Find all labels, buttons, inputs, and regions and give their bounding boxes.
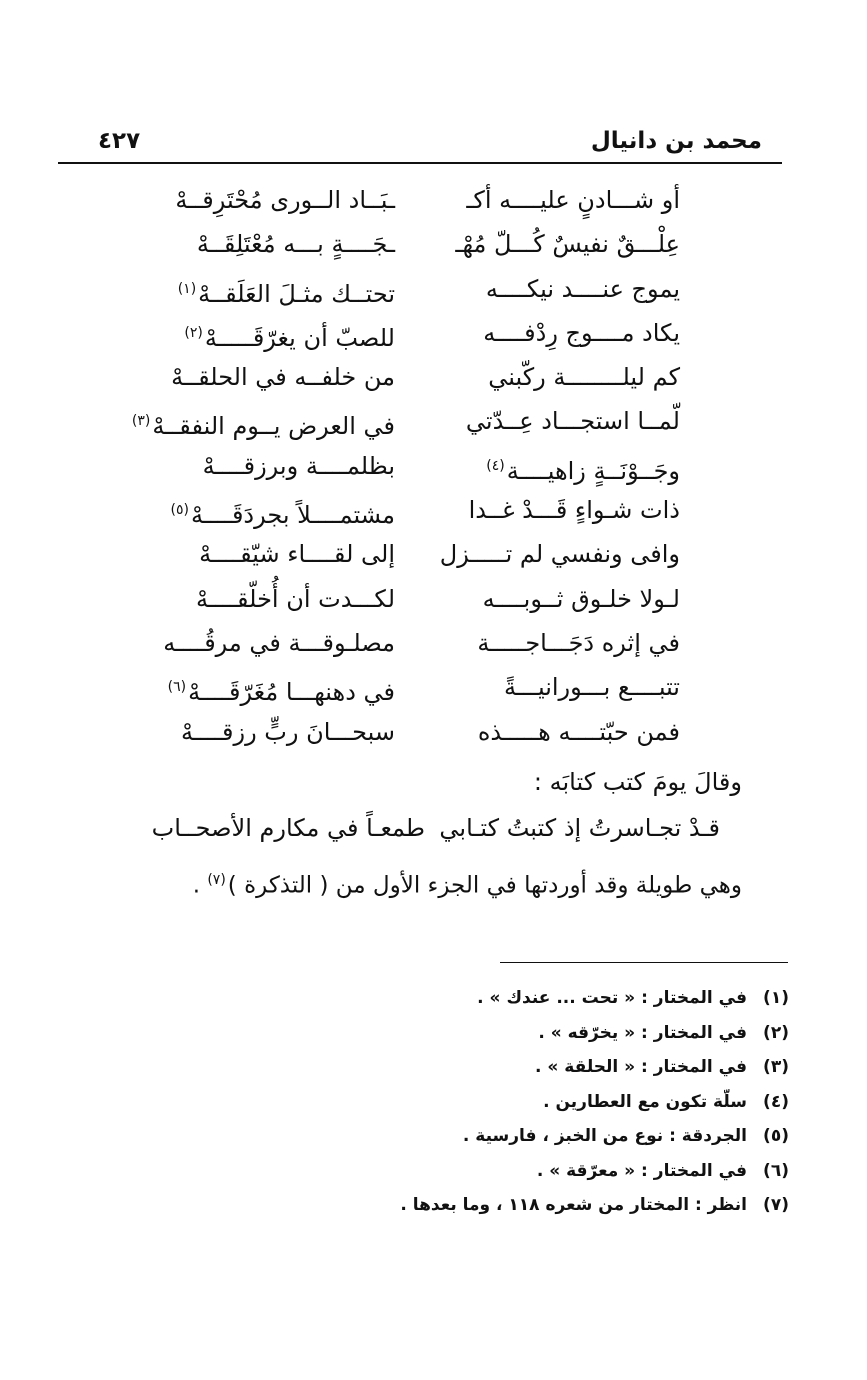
footnote-text: في المختار : « معرّقة » . <box>536 1160 747 1181</box>
verse-first-half: ذات شـواءٍ قَـــدْ غــدا <box>468 496 680 525</box>
verse-second-half <box>171 494 396 531</box>
prose-closing-text: وهي طويلة وقد أوردتها في الجزء الأول من ( التذكرة ) <box>227 872 742 899</box>
footnote-ref: (٥) <box>170 502 189 519</box>
verse-second-half: طمعـاً في مكارم الأصحــاب <box>151 814 425 842</box>
verse-first-half: تتبــــع بـــورانيـــةً <box>503 673 680 702</box>
verse-second-half-text: تحتــك مثـلَ العَلَقــهْ <box>198 279 395 308</box>
verse-second-half-text: بظلمــــة وبرزقــــهْ <box>202 451 395 480</box>
footnote-text: في المختار : « تحت ... عندك » . <box>477 988 747 1008</box>
footnote-divider <box>500 962 788 963</box>
verse <box>150 357 710 401</box>
verse-second-half-text: من خلفــه في الحلقــهْ <box>171 363 395 392</box>
verse-second-half <box>168 671 395 708</box>
verse-second-half <box>197 228 395 260</box>
footnote <box>189 1051 789 1086</box>
verse-second-half <box>203 450 395 482</box>
verse-first-half: يموج عنــــد نيكــــه <box>485 274 680 303</box>
verse-first-half: لّمــا استجـــاد عِــدّتي <box>465 407 680 436</box>
verse-second-half-text: ـجَــــةٍ بـــه مُعْتَلِقَــهْ <box>196 230 395 259</box>
footnote <box>189 1017 789 1052</box>
verse <box>150 446 710 490</box>
verse-second-half-text: لكـــدت أن أُخلّقــــهْ <box>196 584 395 613</box>
footnote-ref: (٧) <box>207 872 226 888</box>
verse-second-half <box>184 317 395 354</box>
verse <box>150 712 710 756</box>
verse-second-half-text: في دهنهـــا مُغَرّقَــــهْ <box>188 678 395 707</box>
verse-second-half <box>163 627 395 659</box>
verse-second-half-text: في العرض يــوم النفقــهْ <box>152 412 395 441</box>
running-header <box>58 122 782 164</box>
running-title: محمد بن دانيال <box>590 128 762 154</box>
footnote-number: (٦) <box>763 1160 789 1181</box>
footnote-ref: (٦) <box>167 679 187 696</box>
verse-second-half <box>196 583 395 615</box>
verse-first-half-text: وجَــوْنَــةٍ زاهيــــة <box>506 456 680 485</box>
verse-first-half: أو شـــادنٍ عليــــه أكـ <box>466 186 680 214</box>
standalone-verse <box>130 808 740 852</box>
verse-first-half: قـدْ تجـاسرتُ إذ كتبتُ كتـابي <box>439 814 720 842</box>
verse <box>150 490 710 534</box>
footnote-text: انظر : المختار من شعره ١١٨ ، وما بعدها . <box>400 1195 747 1215</box>
verse <box>150 534 710 578</box>
footnote-text: سلّة تكون مع العطارين . <box>543 1091 747 1112</box>
footnote-number: (٥) <box>763 1126 789 1146</box>
verse-second-half-text: إلى لقــــاء شيّقــــهْ <box>199 540 395 569</box>
verse-first-half: في إثره دَجَـــاجـــــة <box>477 628 680 657</box>
prose-closing-end: . <box>192 872 201 899</box>
verse-second-half-text: ـبَــاد الــورى مُحْتَرِقــهْ <box>175 186 395 214</box>
footnotes <box>189 982 789 1224</box>
footnote <box>189 982 789 1017</box>
footnote-number: (٤) <box>763 1091 789 1112</box>
verse-second-half-text: للصبّ أن يغرّقَـــــهْ <box>204 323 395 352</box>
prose-intro: وقالَ يومَ كتب كتابَه : <box>533 768 742 796</box>
footnote <box>189 1189 789 1224</box>
verse-second-half-text: سبحـــانَ ربٍّ رزقــــهْ <box>181 717 395 746</box>
verse-first-half: فمن حبّتــــه هـــــذه <box>477 717 680 746</box>
verse <box>150 180 710 224</box>
footnote <box>189 1086 789 1121</box>
verse-second-half-text: مشتمــــلاً بجردَقَــــهْ <box>190 501 395 530</box>
footnote-number: (٣) <box>763 1057 789 1077</box>
verse-second-half <box>171 361 395 393</box>
verse <box>150 579 710 623</box>
page-number: ٤٢٧ <box>98 128 141 154</box>
verse-first-half: وافى ونفسي لم تـــــزل <box>439 540 680 569</box>
verse-second-half <box>178 273 395 310</box>
verse-first-half: يكاد مــــوج رِدْفــــه <box>483 318 680 347</box>
verse-first-half: لـولا خلـوق ثــوبــــه <box>482 584 680 613</box>
verse-first-half: كم ليلــــــــة ركّبني <box>488 363 680 392</box>
footnote-ref: (٣) <box>131 413 151 430</box>
verse <box>150 313 710 357</box>
footnote <box>189 1155 789 1190</box>
verse <box>150 623 710 667</box>
verse-first-half <box>486 450 680 487</box>
footnote-text: في المختار : « الحلقة » . <box>535 1057 747 1077</box>
footnote-ref: (٤) <box>486 457 505 474</box>
footnote <box>189 1120 789 1155</box>
verse <box>150 269 710 313</box>
verse-second-half <box>132 405 395 442</box>
footnote-number: (٢) <box>763 1022 789 1043</box>
footnote-ref: (١) <box>177 280 197 297</box>
prose-closing <box>193 872 742 899</box>
footnote-text: الجردقة : نوع من الخبز ، فارسية . <box>462 1126 747 1146</box>
footnote-number: (١) <box>763 988 789 1008</box>
footnote-text: في المختار : « يخرّقه » . <box>538 1022 747 1043</box>
verse-second-half <box>175 184 395 216</box>
verse-second-half <box>199 538 395 570</box>
verse <box>150 667 710 711</box>
poem <box>131 180 710 756</box>
verse <box>131 401 710 445</box>
verse-first-half: عِلْـــقٌ نفيسٌ كُـــلّ مُهْـ <box>455 230 680 259</box>
verse-second-half <box>181 716 395 748</box>
verse-second-half-text: مصلـوقـــة في مرقُــــه <box>163 628 395 657</box>
footnote-number: (٧) <box>763 1195 789 1215</box>
footnote-ref: (٢) <box>184 324 203 341</box>
verse <box>150 224 710 268</box>
